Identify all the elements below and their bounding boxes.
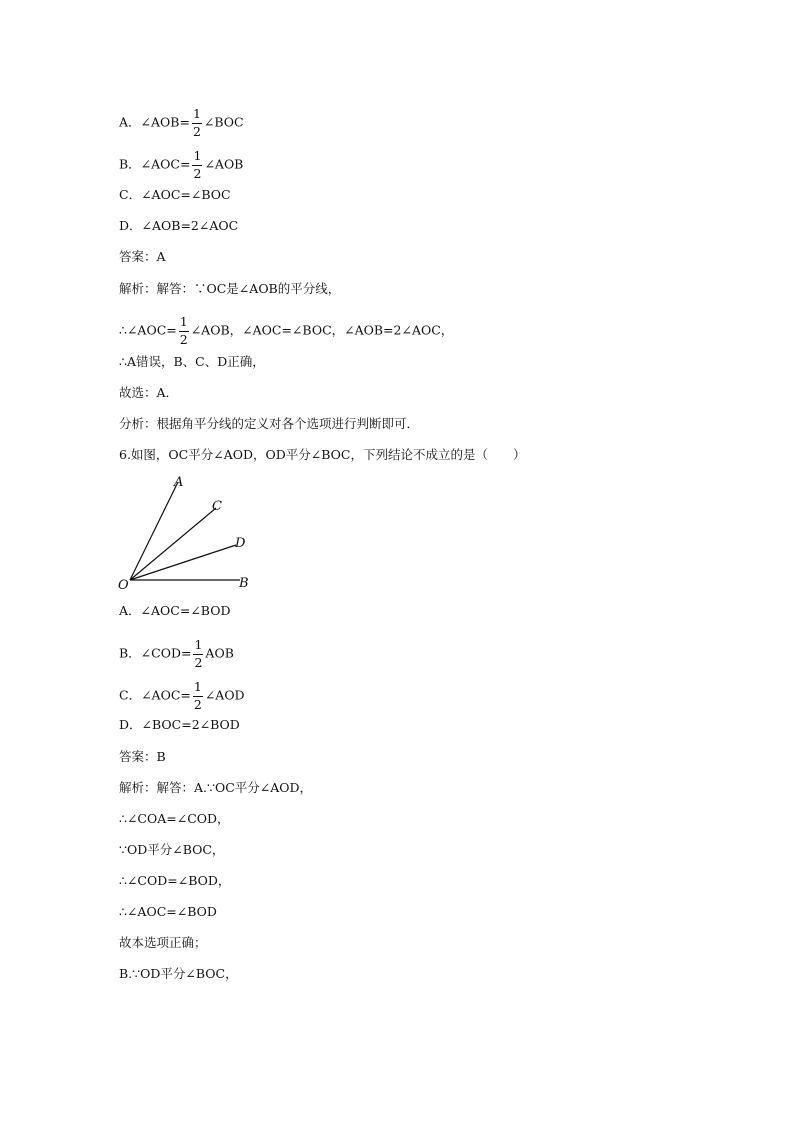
q6-answer: 答案：B [119, 749, 166, 764]
q5-option-b-suffix: ∠AOB [204, 156, 244, 172]
q6-analysis-line-4: ∴∠COD=∠BOD， [119, 873, 231, 888]
label-c: C [212, 499, 222, 514]
q5-option-c: C．∠AOC=∠BOC [119, 187, 231, 202]
q5-option-a-prefix: A．∠AOB= [119, 114, 190, 130]
q6-option-c-prefix: C．∠AOC= [119, 687, 191, 703]
fraction-numerator: 1 [193, 681, 203, 697]
fraction-denominator: 2 [193, 696, 202, 712]
fraction [193, 681, 203, 711]
q6-option-d: D．∠BOC=2∠BOD [119, 717, 240, 732]
q5-analysis-line-2-prefix: ∴∠AOC= [119, 322, 177, 338]
fraction-denominator: 2 [192, 123, 201, 139]
q5-option-d: D．∠AOB=2∠AOC [119, 218, 239, 233]
q5-analysis-line-2 [119, 316, 453, 346]
fraction-denominator: 2 [194, 654, 203, 670]
q6-analysis-line-5: ∴∠AOC=∠BOD [119, 904, 217, 919]
q5-choose: 故选：A． [119, 385, 179, 400]
fraction [179, 316, 189, 346]
q6-analysis-line-6: 故本选项正确； [119, 935, 207, 950]
q6-analysis-line-1: 解析：解答：A.∵OC平分∠AOD， [119, 780, 313, 795]
fraction [192, 150, 202, 180]
q6-stem: 6.如图，OC平分∠AOD，OD平分∠BOC，下列结论不成立的是（ ） [119, 447, 526, 462]
q6-analysis-line-2: ∴∠COA=∠COD， [119, 811, 230, 826]
q5-option-b-prefix: B．∠AOC= [119, 156, 191, 172]
fraction [193, 639, 203, 669]
label-a: A [174, 475, 184, 490]
fraction-denominator: 2 [193, 165, 202, 181]
q6-analysis-line-7: B.∵OD平分∠BOC， [119, 966, 238, 981]
q5-analysis-line-2-suffix: ∠AOB，∠AOC=∠BOC，∠AOB=2∠AOC， [190, 322, 454, 338]
fraction-numerator: 1 [192, 108, 202, 124]
q5-option-a-suffix: ∠BOC [203, 114, 244, 130]
q5-analysis-line-3: ∴A错误，B、C、D正确， [119, 354, 265, 369]
q6-option-b-suffix: AOB [205, 645, 234, 661]
angle-figure [112, 470, 272, 595]
q5-analysis-line-1: 解析：解答：∵OC是∠AOB的平分线， [119, 281, 341, 296]
fraction-denominator: 2 [179, 331, 188, 347]
q5-option-a [119, 108, 244, 138]
ray-oa [130, 482, 178, 580]
q6-option-c [119, 681, 245, 711]
q5-fenxi: 分析：根据角平分线的定义对各个选项进行判断即可． [119, 416, 420, 431]
q6-option-a: A．∠AOC=∠BOD [119, 603, 231, 618]
q6-option-b-prefix: B．∠COD= [119, 645, 192, 661]
label-b: B [239, 576, 249, 591]
label-d: D [235, 536, 246, 551]
fraction [192, 108, 202, 138]
label-o: O [118, 578, 129, 593]
ray-od [130, 545, 236, 580]
q5-option-b [119, 150, 243, 180]
q5-answer: 答案：A [119, 249, 166, 264]
fraction-numerator: 1 [193, 639, 203, 655]
q6-analysis-line-3: ∵OD平分∠BOC， [119, 842, 225, 857]
fraction-numerator: 1 [192, 150, 202, 166]
q6-option-c-suffix: ∠AOD [204, 687, 245, 703]
fraction-numerator: 1 [179, 316, 189, 332]
q6-option-b [119, 639, 234, 669]
ray-oc [130, 508, 216, 580]
